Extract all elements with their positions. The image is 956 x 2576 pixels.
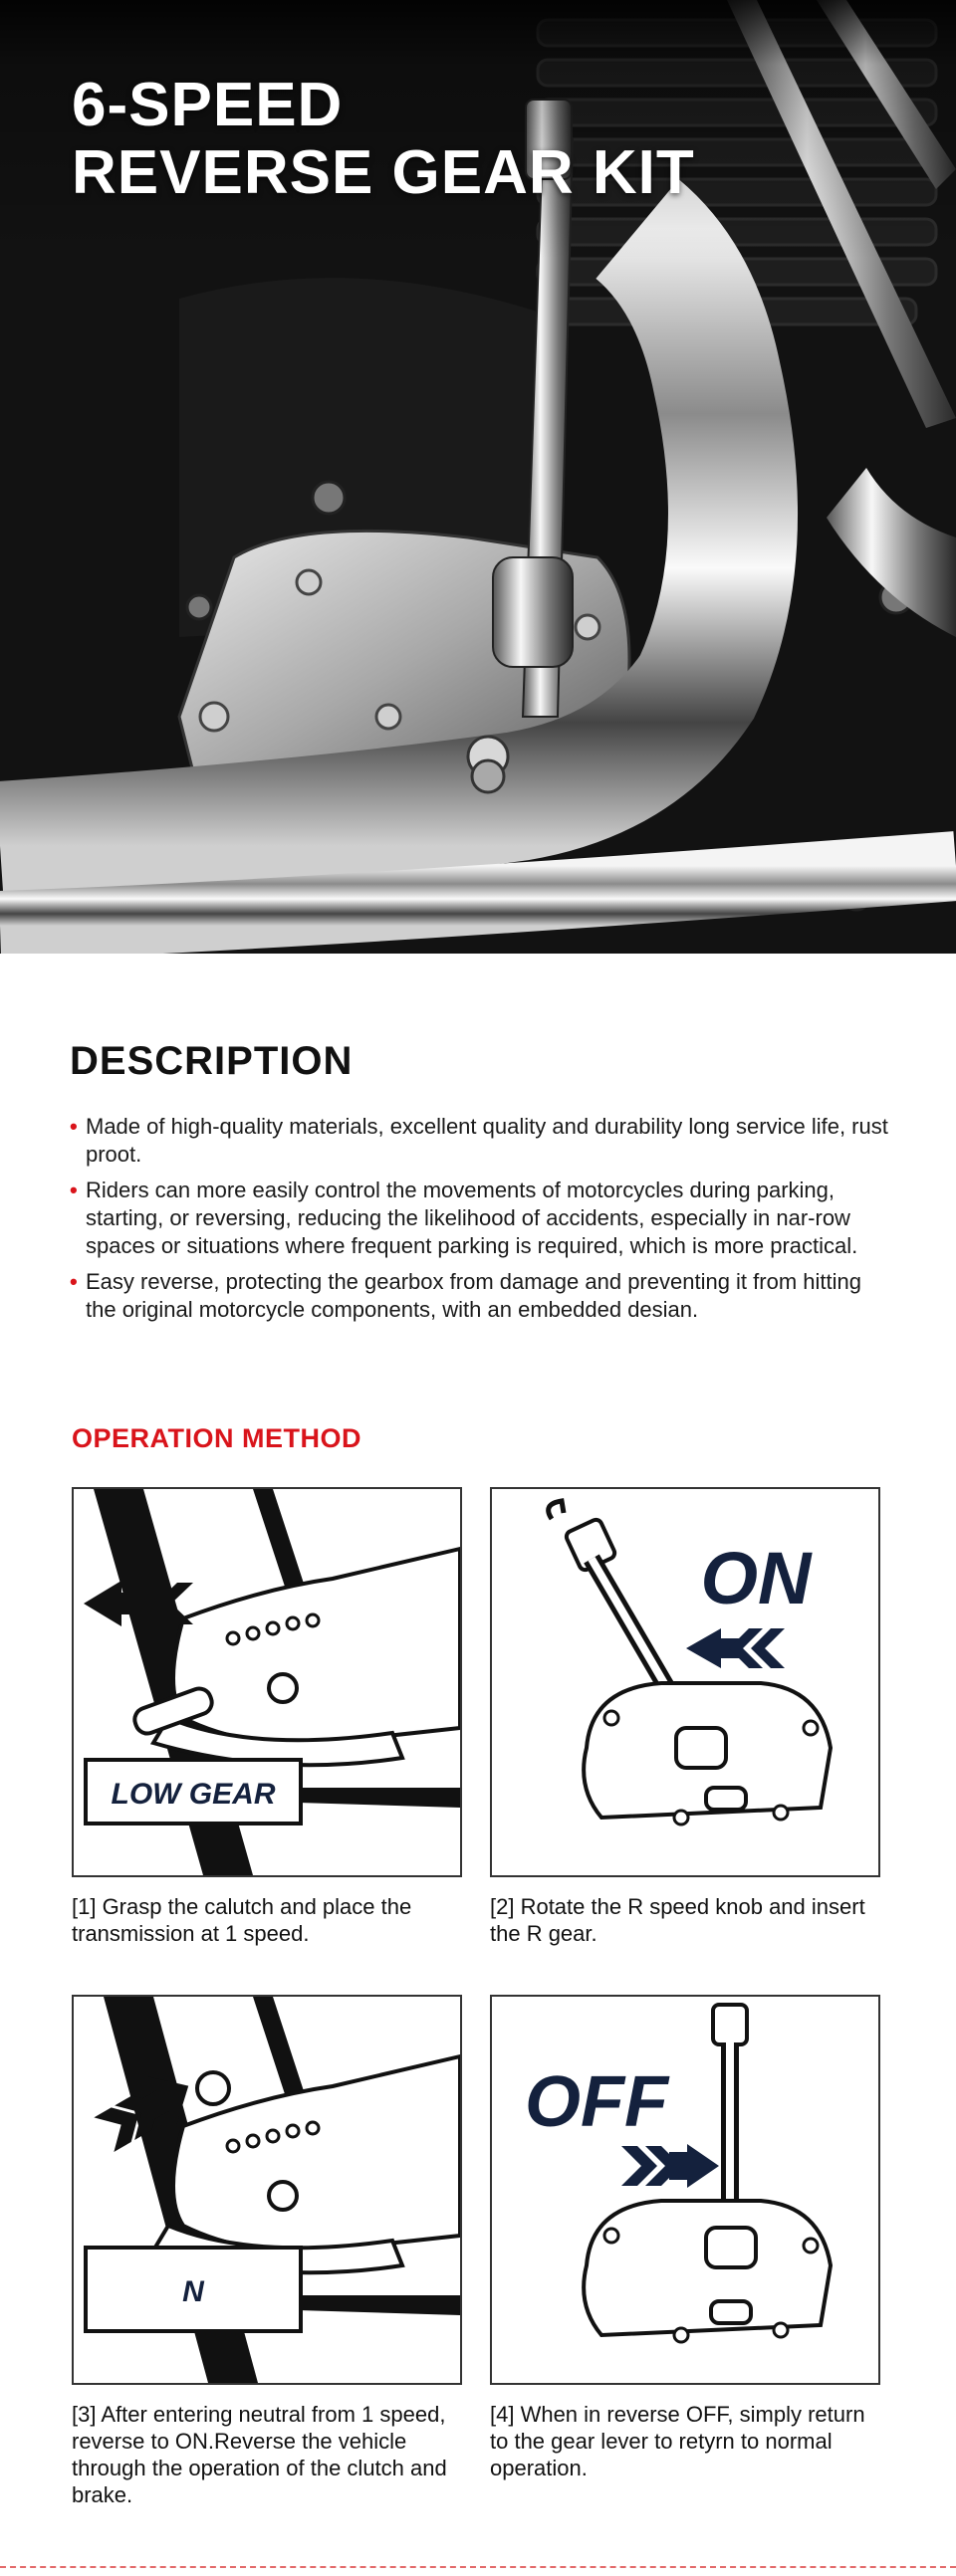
description-list bbox=[70, 1113, 896, 1332]
foot-neutral-drawing bbox=[74, 1997, 460, 2383]
step-4-illustration bbox=[490, 1995, 880, 2385]
step-4-label: OFF bbox=[525, 2062, 668, 2142]
description-item-text: Riders can more easily control the movements of motorcycles during parking, starting, or reversing, reducing the likelihood of accidents, especially in nar-row spaces or situations where frequent parking is required, which is more practical. bbox=[86, 1178, 858, 1258]
description-item bbox=[70, 1268, 896, 1324]
step-1-caption: [1] Grasp the calutch and place the transmission at 1 speed. bbox=[72, 1894, 412, 1946]
bullet-icon: • bbox=[70, 1269, 78, 1294]
hero-title-line-1: 6-SPEED bbox=[72, 71, 344, 139]
description-item bbox=[70, 1177, 896, 1260]
foot-on-gear-pedal-drawing bbox=[74, 1489, 460, 1875]
step-3-caption: [3] After entering neutral from 1 speed, reverse to ON.Reverse the vehicle through the operation of the clutch and brake. bbox=[72, 2402, 447, 2507]
step-3-label: N bbox=[182, 2275, 204, 2308]
bottom-divider bbox=[0, 2566, 956, 2568]
step-1-label: LOW GEAR bbox=[111, 1778, 276, 1811]
step-3-illustration bbox=[72, 1995, 462, 2385]
description-item-text: Easy reverse, protecting the gearbox from damage and preventing it from hitting the original motorcycle components, with an embedded desian. bbox=[86, 1269, 861, 1322]
step-2-label: ON bbox=[700, 1537, 812, 1619]
bullet-icon: • bbox=[70, 1178, 78, 1202]
hero-title bbox=[72, 72, 695, 207]
description-item-text: Made of high-quality materials, excellent quality and durability long service life, rust proot. bbox=[86, 1114, 888, 1167]
description-item bbox=[70, 1113, 896, 1169]
hero-title-line-2: REVERSE GEAR KIT bbox=[72, 138, 695, 207]
step-2-illustration bbox=[490, 1487, 880, 1877]
hero-photo bbox=[0, 0, 956, 954]
step-4-caption: [4] When in reverse OFF, simply return to the gear lever to retyrn to normal operation. bbox=[490, 2402, 865, 2480]
step-2-caption: [2] Rotate the R speed knob and insert the R gear. bbox=[490, 1894, 865, 1946]
rotate-knob-off-drawing bbox=[492, 1997, 878, 2383]
bullet-icon: • bbox=[70, 1114, 78, 1139]
rotate-knob-on-drawing bbox=[492, 1489, 878, 1875]
description-heading: DESCRIPTION bbox=[70, 1039, 354, 1083]
operation-heading: OPERATION METHOD bbox=[72, 1423, 361, 1453]
step-1-illustration bbox=[72, 1487, 462, 1877]
